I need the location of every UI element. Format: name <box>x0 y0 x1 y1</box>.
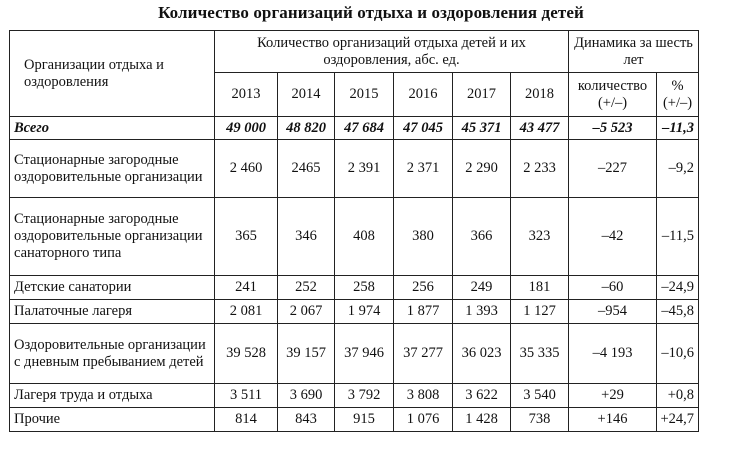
table-row <box>10 300 699 324</box>
year-header: 2013 <box>215 73 278 117</box>
cell: 408 <box>335 198 394 276</box>
cell: 47 045 <box>394 117 453 140</box>
table-title: Количество организаций отдыха и оздоровления детей <box>158 3 584 22</box>
row-label: Палаточные лагеря <box>10 300 215 324</box>
dyn-count-cell: +146 <box>569 408 657 432</box>
dyn-percent-cell: –45,8 <box>657 300 699 324</box>
row-label: Стационарные загородные оздоровительные организации санаторного типа <box>10 198 215 276</box>
cell: 843 <box>278 408 335 432</box>
dyn-count-cell: –954 <box>569 300 657 324</box>
data-table <box>9 30 699 432</box>
cell: 814 <box>215 408 278 432</box>
year-header: 2017 <box>453 73 511 117</box>
cell: 323 <box>511 198 569 276</box>
cell: 3 511 <box>215 384 278 408</box>
table-row <box>10 276 699 300</box>
cell: 3 622 <box>453 384 511 408</box>
row-label: Лагеря труда и отдыха <box>10 384 215 408</box>
cell: 1 127 <box>511 300 569 324</box>
row-label: Детские санатории <box>10 276 215 300</box>
cell: 1 428 <box>453 408 511 432</box>
cell: 366 <box>453 198 511 276</box>
row-label: Прочие <box>10 408 215 432</box>
cell: 1 076 <box>394 408 453 432</box>
dyn-count-header: количество (+/–) <box>569 73 657 117</box>
year-header: 2018 <box>511 73 569 117</box>
dyn-count-cell: +29 <box>569 384 657 408</box>
cell: 39 528 <box>215 324 278 384</box>
cell: 380 <box>394 198 453 276</box>
cell: 39 157 <box>278 324 335 384</box>
corner-header: Организации отдыха и оздоровления <box>10 31 215 117</box>
cell: 47 684 <box>335 117 394 140</box>
year-header: 2016 <box>394 73 453 117</box>
cell: 346 <box>278 198 335 276</box>
cell: 3 808 <box>394 384 453 408</box>
row-label: Стационарные загородные оздоровительные организации <box>10 140 215 198</box>
dyn-percent-cell: –10,6 <box>657 324 699 384</box>
table-row <box>10 198 699 276</box>
cell: 48 820 <box>278 117 335 140</box>
cell: 256 <box>394 276 453 300</box>
dyn-count-cell: –60 <box>569 276 657 300</box>
cell: 45 371 <box>453 117 511 140</box>
dyn-count-cell: –4 193 <box>569 324 657 384</box>
cell: 49 000 <box>215 117 278 140</box>
dyn-count-cell: –5 523 <box>569 117 657 140</box>
cell: 37 277 <box>394 324 453 384</box>
table-row-total <box>10 117 699 140</box>
cell: 2 233 <box>511 140 569 198</box>
dyn-percent-cell: +0,8 <box>657 384 699 408</box>
dyn-percent-cell: –11,5 <box>657 198 699 276</box>
table-row <box>10 384 699 408</box>
year-header: 2014 <box>278 73 335 117</box>
dyn-percent-header: % (+/–) <box>657 73 699 117</box>
cell: 2 460 <box>215 140 278 198</box>
dyn-percent-cell: –24,9 <box>657 276 699 300</box>
cell: 241 <box>215 276 278 300</box>
cell: 1 877 <box>394 300 453 324</box>
cell: 2 371 <box>394 140 453 198</box>
table-row <box>10 408 699 432</box>
cell: 3 792 <box>335 384 394 408</box>
row-label: Оздоровительные организации с дневным пребыванием детей <box>10 324 215 384</box>
cell: 181 <box>511 276 569 300</box>
cell: 2 290 <box>453 140 511 198</box>
cell: 3 540 <box>511 384 569 408</box>
dyn-percent-cell: –11,3 <box>657 117 699 140</box>
table-row <box>10 140 699 198</box>
cell: 43 477 <box>511 117 569 140</box>
dyn-count-cell: –42 <box>569 198 657 276</box>
cell: 258 <box>335 276 394 300</box>
dyn-count-cell: –227 <box>569 140 657 198</box>
cell: 2465 <box>278 140 335 198</box>
dyn-percent-cell: +24,7 <box>657 408 699 432</box>
cell: 1 974 <box>335 300 394 324</box>
cell: 252 <box>278 276 335 300</box>
row-label: Всего <box>10 117 215 140</box>
cell: 915 <box>335 408 394 432</box>
cell: 37 946 <box>335 324 394 384</box>
cell: 249 <box>453 276 511 300</box>
cell: 2 081 <box>215 300 278 324</box>
cell: 2 067 <box>278 300 335 324</box>
cell: 3 690 <box>278 384 335 408</box>
cell: 738 <box>511 408 569 432</box>
year-header: 2015 <box>335 73 394 117</box>
dyn-percent-cell: –9,2 <box>657 140 699 198</box>
header-row-1 <box>10 31 699 73</box>
cell: 36 023 <box>453 324 511 384</box>
cell: 35 335 <box>511 324 569 384</box>
count-group-header: Количество организаций отдыха детей и их оздоровления, абс. ед. <box>215 31 569 73</box>
cell: 1 393 <box>453 300 511 324</box>
table-row <box>10 324 699 384</box>
cell: 365 <box>215 198 278 276</box>
dynamics-group-header: Динамика за шесть лет <box>569 31 699 73</box>
cell: 2 391 <box>335 140 394 198</box>
